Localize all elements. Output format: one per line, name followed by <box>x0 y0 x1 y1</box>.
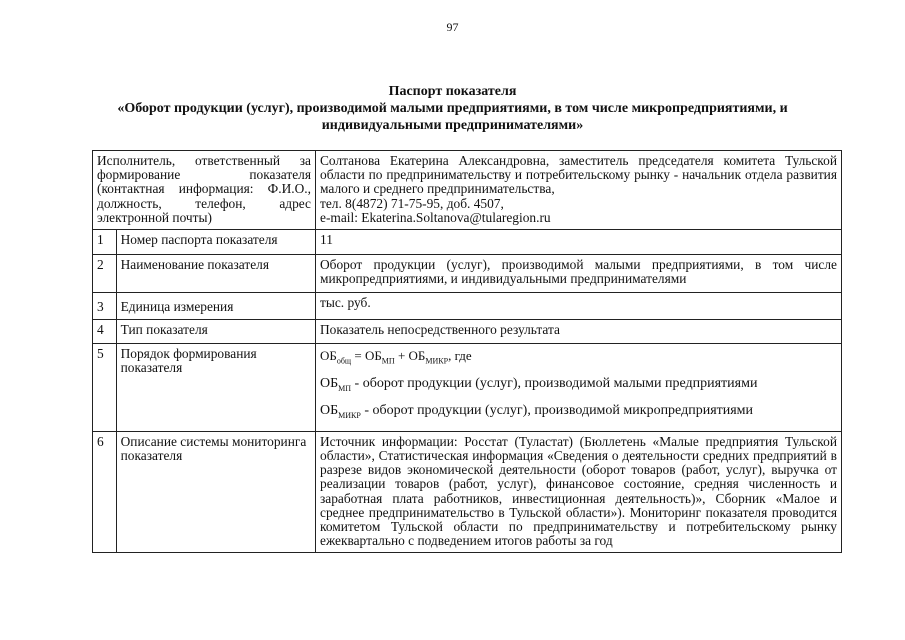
formula-definition-mikr: $ОБ_{МИКР}$ - оборот продукции (услуг), производимой микропредприятиями <box>320 402 754 420</box>
heading-indicator-name-line1: «Оборот продукции (услуг), производимой малыми предприятиями, в том числе микропредприятиями, и <box>117 101 788 116</box>
table-row <box>93 255 842 293</box>
heading-indicator-name-line2: индивидуальными предпринимателями» <box>321 118 584 133</box>
row-label: Наименование показателя <box>116 255 315 293</box>
row-label: Описание системы мониторинга показателя <box>116 431 315 553</box>
row-value: тыс. руб. <box>316 293 842 320</box>
row-number: 3 <box>93 293 117 320</box>
row-label: Тип показателя <box>116 320 315 344</box>
row-number: 5 <box>93 344 117 432</box>
row-number: 1 <box>93 230 117 255</box>
row-number: 2 <box>93 255 117 293</box>
executor-label: Исполнитель, ответственный за формирование показателя (контактная информация: Ф.И.О., должность, телефон, адрес электронной почты) <box>93 151 316 230</box>
row-label: Номер паспорта показателя <box>116 230 315 255</box>
executor-row <box>93 151 842 230</box>
row-value: 11 <box>316 230 842 255</box>
document-heading <box>90 83 815 134</box>
row-number: 4 <box>93 320 117 344</box>
table-row <box>93 431 842 553</box>
formula-cell <box>316 344 842 432</box>
formula-definition-mp: $ОБ_{МП}$ - оборот продукции (услуг), производимой малыми предприятиями <box>320 375 758 393</box>
executor-email: e-mail: Ekaterina.Soltanova@tularegion.ru <box>320 209 551 225</box>
formula-equation: $ОБ_{общ} = ОБ_{МП} + ОБ_{МИКР}$, где <box>320 348 472 366</box>
row-number: 6 <box>93 431 117 553</box>
table-row <box>93 230 842 255</box>
row-label: Порядок формирования показателя <box>116 344 315 432</box>
table-row <box>93 344 842 432</box>
table-row <box>93 293 842 320</box>
table-row <box>93 320 842 344</box>
heading-title: Паспорт показателя <box>388 84 517 99</box>
executor-value <box>316 151 842 230</box>
row-label: Единица измерения <box>116 293 315 320</box>
page-number: 97 <box>446 20 459 34</box>
row-value: Оборот продукции (услуг), производимой малыми предприятиями, в том числе микропредприятиями, и индивидуальными предпринимателями <box>316 255 842 293</box>
executor-position: Солтанова Екатерина Александровна, заместитель председателя комитета Тульской области по предпринимательству и потребительскому рынку - начальник отдела развития малого и среднего предпринимательства, <box>320 153 837 197</box>
passport-table <box>92 150 842 553</box>
row-value: Источник информации: Росстат (Туластат) (Бюллетень «Малые предприятия Тульской области», Статистическая информация «Сведения о деятельности средних предприятий в разрезе видов экономической деятельности (оборот товаров (работ, услуг), выручка от реализации товаров (работ, услуг), финансовое состояние, средняя численность и заработная плата работников, инвестиционная деятельность)», Сборник «Малое и среднее предпринимательство в Тульской области»). Мониторинг показателя проводится комитетом Тульской области по предпринимательству и потребительскому рынку ежеквартально с подведением итогов работы за год <box>316 431 842 553</box>
executor-phone: тел. 8(4872) 71-75-95, доб. 4507, <box>320 195 504 211</box>
row-value: Показатель непосредственного результата <box>316 320 842 344</box>
